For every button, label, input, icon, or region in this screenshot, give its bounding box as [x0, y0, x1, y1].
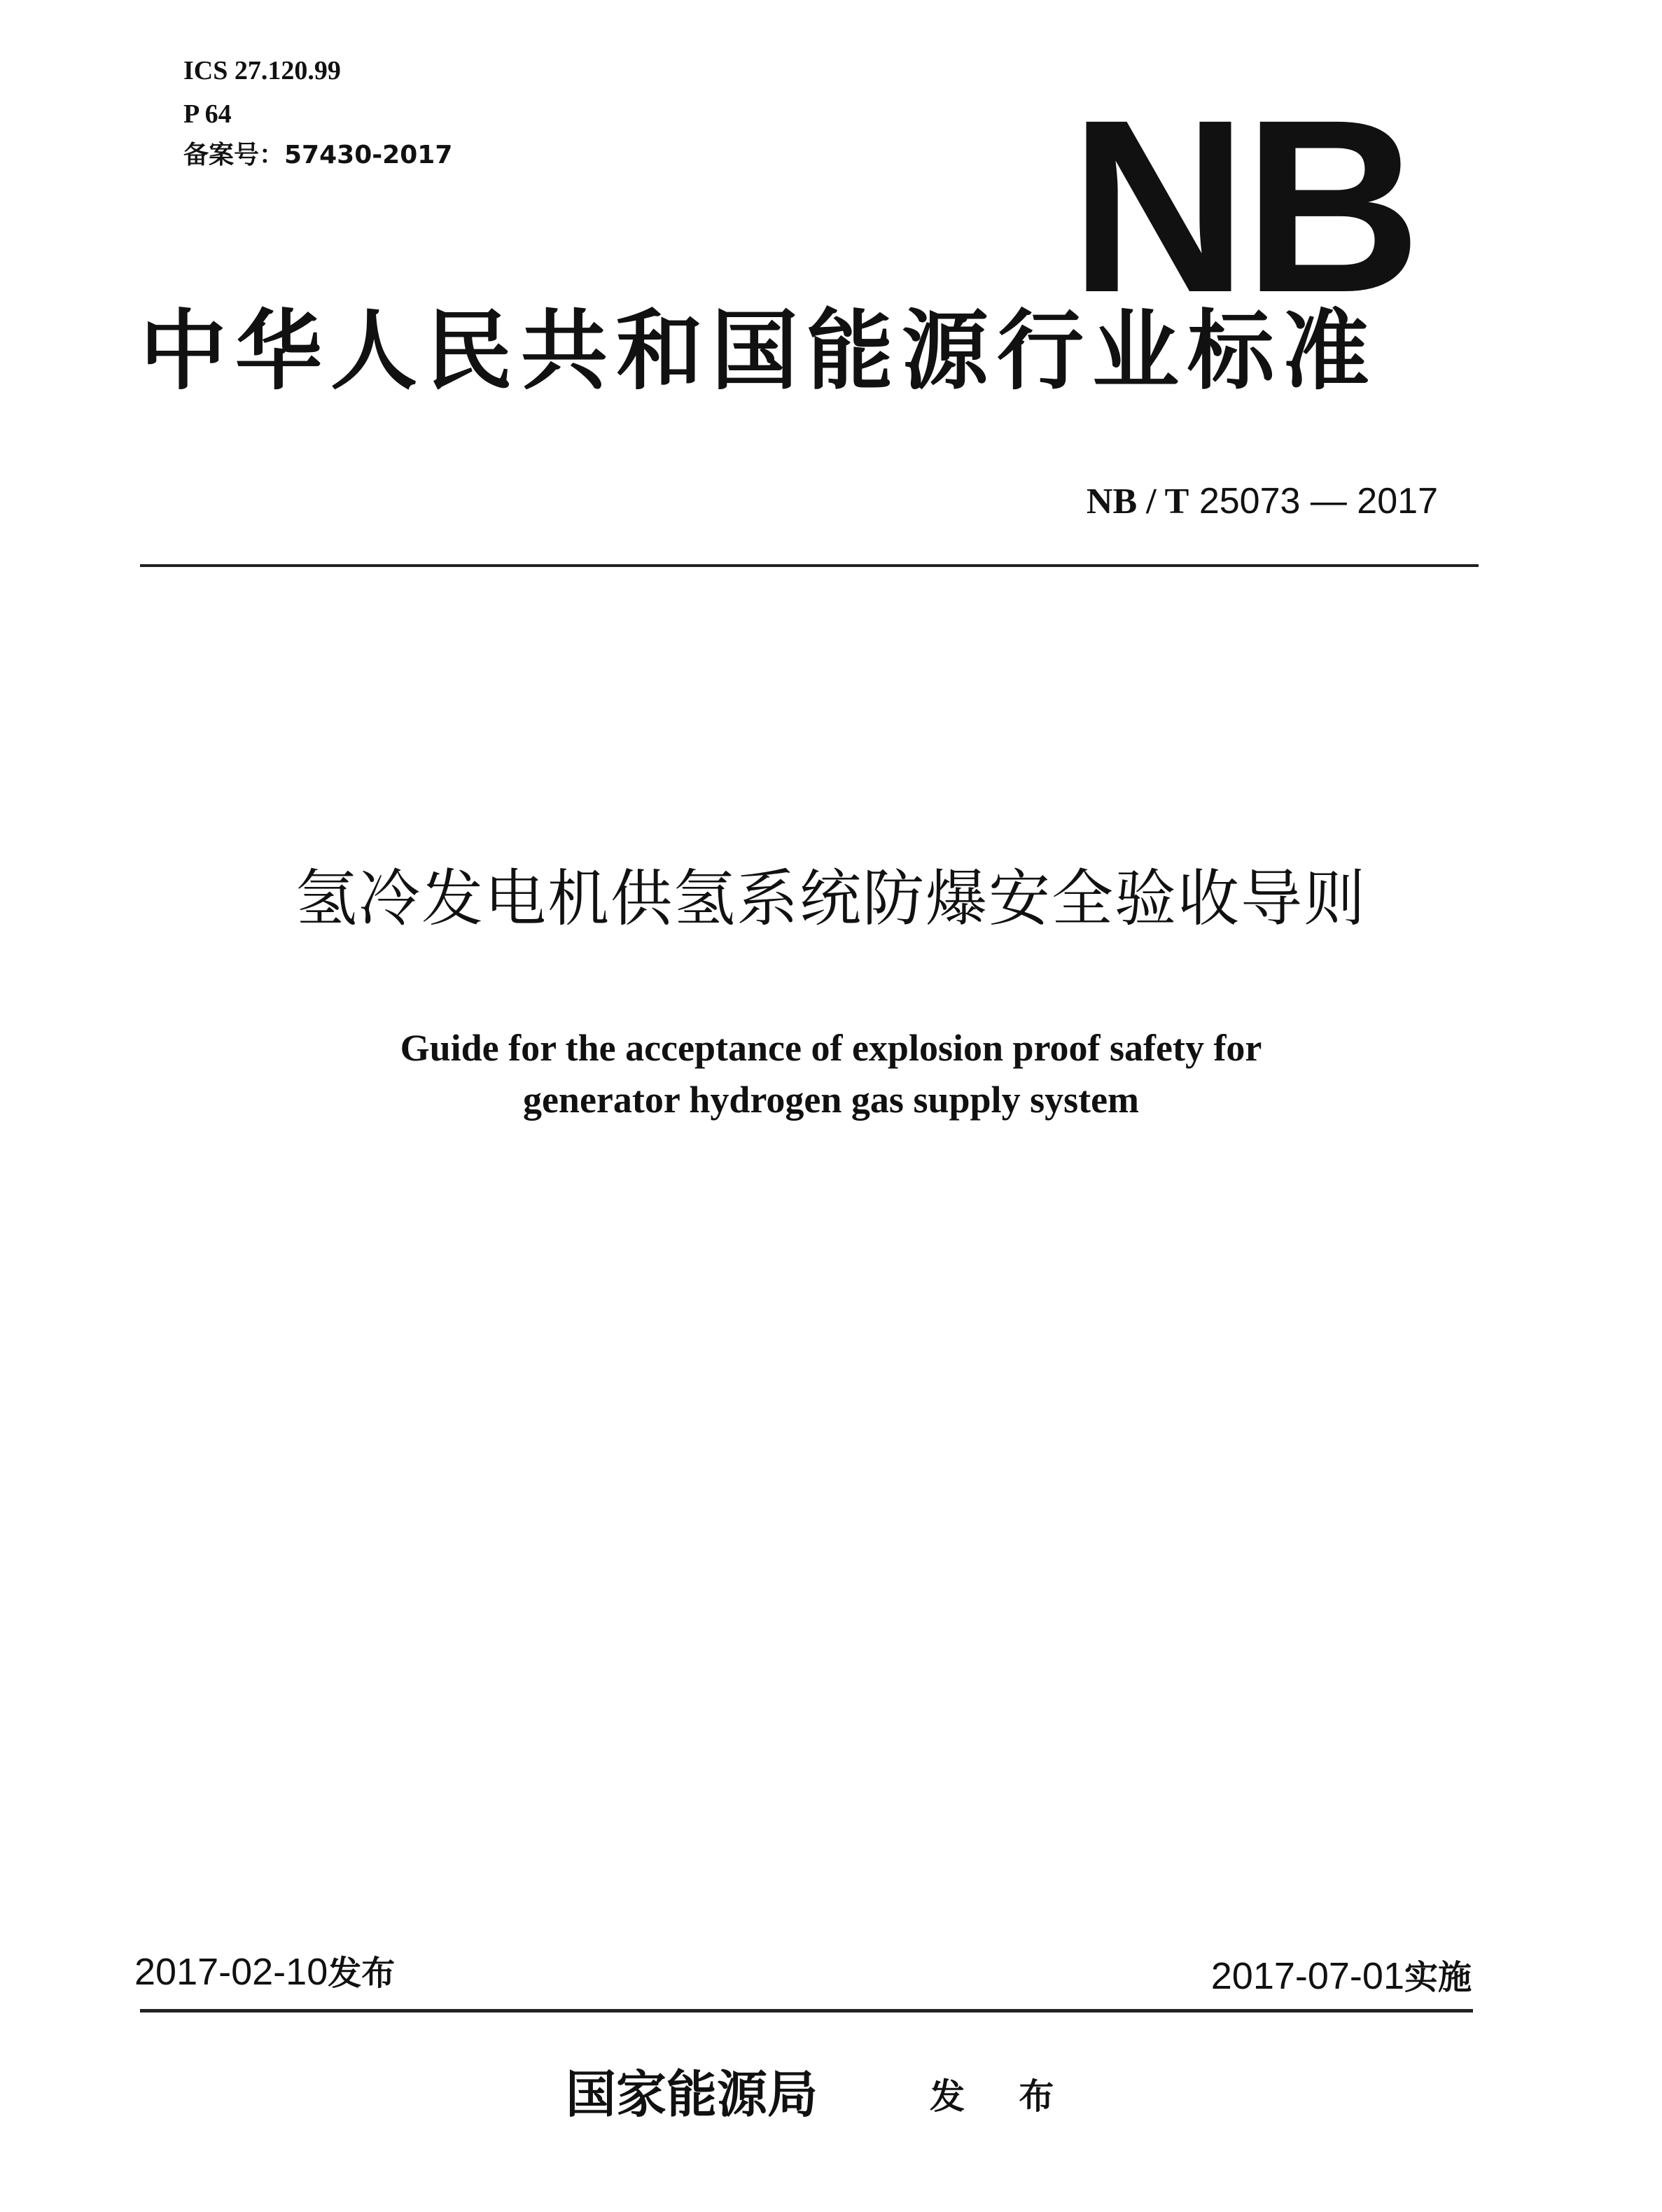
standard-number-value: 25073 — 2017 [1199, 481, 1438, 522]
issue-date-value: 2017-02-10 [134, 1951, 328, 1993]
ics-code: ICS 27.120.99 [183, 56, 341, 85]
title-english-line-2: generator hydrogen gas supply system [522, 1079, 1140, 1121]
registration-number: 备案号：57430-2017 [183, 141, 453, 169]
standard-banner: 中华人民共和国能源行业标准 [140, 301, 1378, 402]
bottom-divider [140, 2009, 1473, 2012]
publish-label: 发 布 [930, 2076, 1075, 2117]
implementation-date-value: 2017-07-01 [1210, 1955, 1404, 1997]
title-english-line-1: Guide for the acceptance of explosion proof safety for [400, 1027, 1262, 1069]
title-chinese: 氢冷发电机供氢系统防爆安全验收导则 [295, 862, 1367, 934]
implementation-date [1211, 1957, 1472, 1995]
publisher-name: 国家能源局 [566, 2064, 818, 2124]
ccs-code: P 64 [183, 99, 232, 129]
top-divider [140, 564, 1479, 567]
implementation-label: 实施 [1404, 1958, 1472, 1997]
nb-logo: NB [1070, 68, 1418, 344]
issue-label: 发布 [328, 1954, 396, 1993]
issue-date [134, 1953, 395, 1991]
standard-code: NB / T [1086, 482, 1189, 522]
standard-number [1087, 483, 1438, 520]
